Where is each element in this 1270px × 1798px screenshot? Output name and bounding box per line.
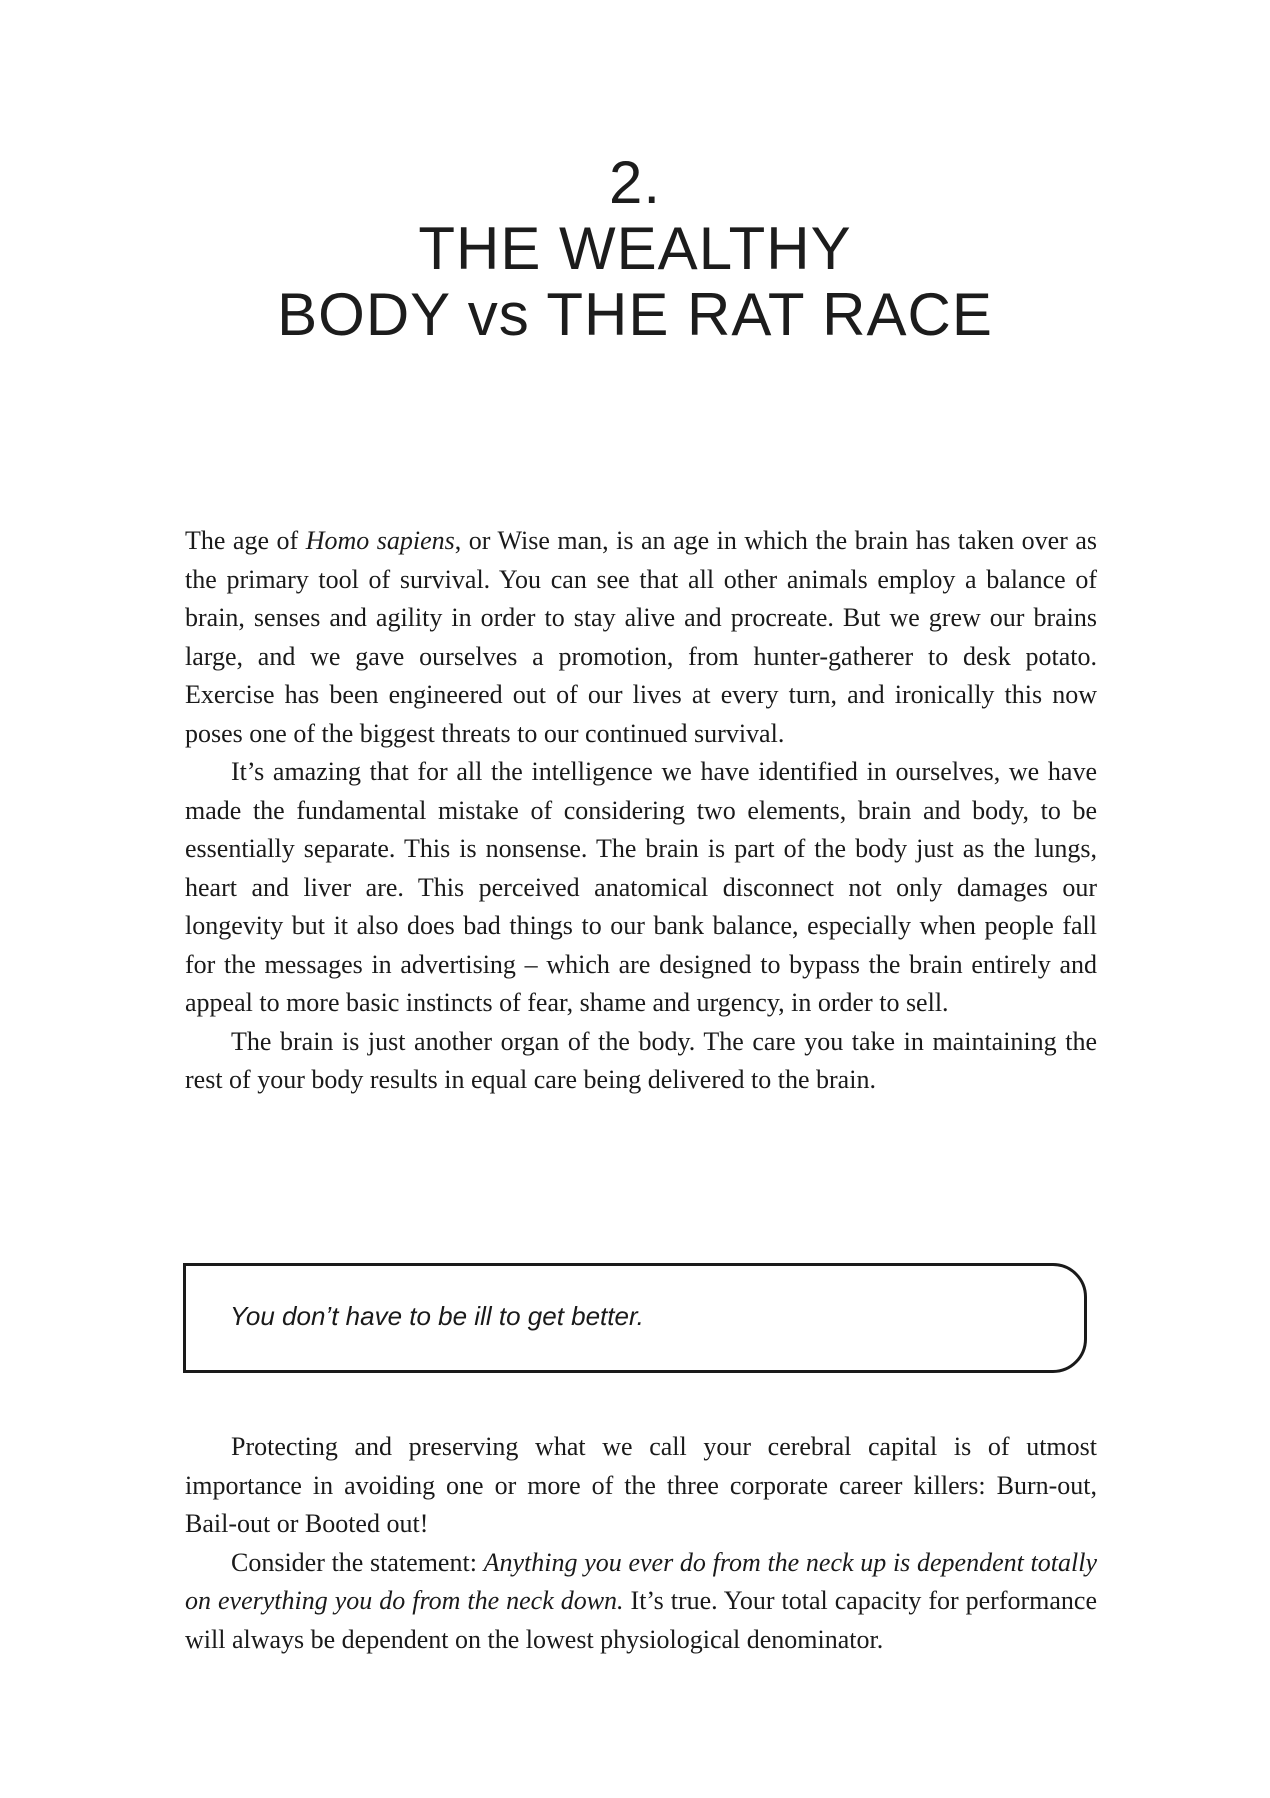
paragraph-4: Protecting and preserving what we call your cerebral capital is of utmost importance in avoiding one or more of the three corporate career killers: Burn-out, Bail-out or Booted out!	[185, 1432, 1097, 1538]
chapter-title-line-2: BODY vs THE RAT RACE	[277, 281, 993, 348]
paragraph-5-lead: Consider the statement:	[231, 1547, 484, 1577]
chapter-number: 2.	[608, 149, 662, 216]
paragraph-5-italic-statement: Anything you ever do from the neck up is dependent totally on everything you do from the neck down.	[185, 1547, 1097, 1615]
callout-text: You don’t have to be ill to get better.	[230, 1301, 644, 1331]
callout-box	[183, 1263, 1087, 1373]
paragraph-5-rest: It’s true. Your total capacity for performance will always be dependent on the lowest physiological denominator.	[185, 1586, 1097, 1654]
body-text-top	[185, 522, 1097, 1100]
paragraph-1	[185, 522, 1097, 753]
paragraph-3: The brain is just another organ of the body. The care you take in maintaining the rest of your body results in equal care being delivered to the brain.	[185, 1026, 1097, 1094]
paragraph-1-rest: , or Wise man, is an age in which the brain has taken over as the primary tool of survival. You can see that all other animals employ a balance of brain, senses and agility in order to stay alive and procreate. But we grew our brains large, and we gave ourselves a promotion, from hunter-gatherer to desk potato. Exercise has been engineered out of our lives at every turn, and ironically this now poses one of the biggest threats to our continued survival.	[185, 526, 1098, 748]
body-text-bottom	[185, 1428, 1097, 1659]
chapter-title-line-1: THE WEALTHY	[418, 215, 852, 282]
paragraph-5	[185, 1544, 1097, 1660]
paragraph-1-italic-term: Homo sapiens	[305, 526, 455, 555]
paragraph-1-lead: The age of	[185, 526, 306, 555]
chapter-heading	[0, 150, 1270, 348]
paragraph-2: It’s amazing that for all the intelligence we have identified in ourselves, we have made the fundamental mistake of considering two elements, brain and body, to be essentially separate. This is nonsense. The brain is part of the body just as the lungs, heart and liver are. This perceived anatomical disconnect not only damages our longevity but it also does bad things to our bank balance, especially when people fall for the messages in advertising – which are designed to bypass the brain entirely and appeal to more basic instincts of fear, shame and urgency, in order to sell.	[185, 757, 1097, 1017]
